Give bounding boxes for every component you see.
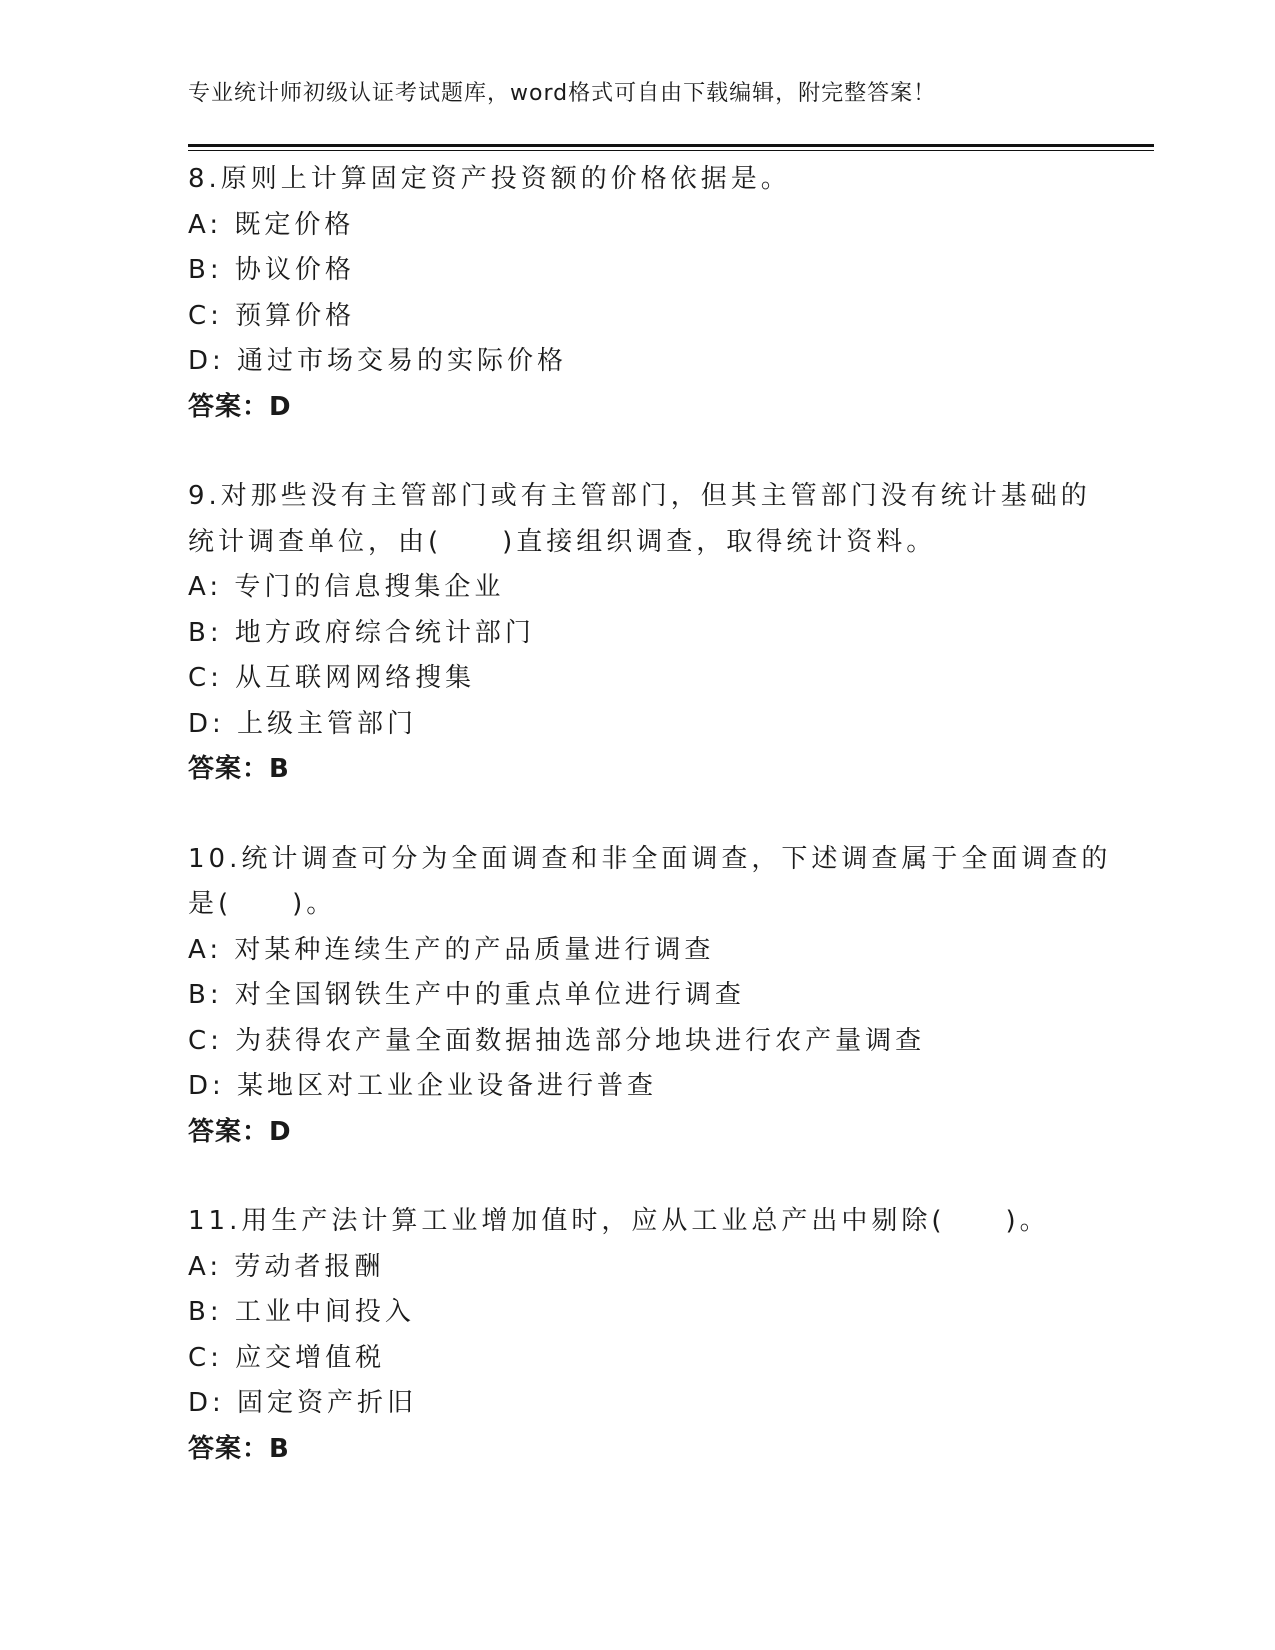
option-b: B: 地方政府综合统计部门: [188, 617, 535, 648]
question-item: [188, 157, 1158, 430]
option-c: C: 预算价格: [188, 300, 356, 331]
question-text: 10.统计调查可分为全面调查和非全面调查，下述调查属于全面调查的: [188, 843, 1112, 874]
option-d: D: 通过市场交易的实际价格: [188, 346, 568, 376]
answer-line: 答案：D: [188, 391, 292, 422]
page-header: 专业统计师初级认证考试题库，word格式可自由下载编辑，附完整答案！: [188, 81, 937, 106]
option-d: D: 上级主管部门: [188, 708, 418, 739]
option-a: A: 劳动者报酬: [188, 1251, 385, 1282]
question-item: [188, 474, 1158, 793]
question-item: [188, 837, 1158, 1156]
option-a: A: 对某种连续生产的产品质量进行调查: [188, 934, 715, 965]
option-b: B: 协议价格: [188, 255, 355, 285]
answer-line: 答案：D: [188, 1116, 292, 1147]
question-text: 11.用生产法计算工业增加值时，应从工业总产出中剔除( )。: [188, 1206, 1050, 1236]
question-list: [188, 157, 1158, 1516]
option-d: D: 固定资产折旧: [188, 1388, 418, 1418]
option-a: A: 专门的信息搜集企业: [188, 572, 505, 602]
option-b: B: 对全国钢铁生产中的重点单位进行调查: [188, 980, 745, 1010]
answer-line: 答案：B: [188, 1433, 290, 1464]
option-c: C: 从互联网网络搜集: [188, 663, 476, 693]
option-c: C: 为获得农产量全面数据抽选部分地块进行农产量调查: [188, 1025, 926, 1056]
question-text-continued: 是( )。: [188, 889, 337, 919]
header-rule-thick: [188, 144, 1154, 147]
answer-line: 答案：B: [188, 754, 290, 784]
question-text: 9.对那些没有主管部门或有主管部门，但其主管部门没有统计基础的: [188, 481, 1091, 511]
question-text: 8.原则上计算固定资产投资额的价格依据是。: [188, 164, 791, 194]
option-d: D: 某地区对工业企业设备进行普查: [188, 1071, 658, 1101]
question-item: [188, 1199, 1158, 1472]
option-b: B: 工业中间投入: [188, 1297, 415, 1327]
option-c: C: 应交增值税: [188, 1342, 386, 1373]
header-rule-thin: [188, 150, 1154, 151]
option-a: A: 既定价格: [188, 209, 355, 240]
question-text-continued: 统计调查单位，由( )直接组织调查，取得统计资料。: [188, 526, 937, 557]
